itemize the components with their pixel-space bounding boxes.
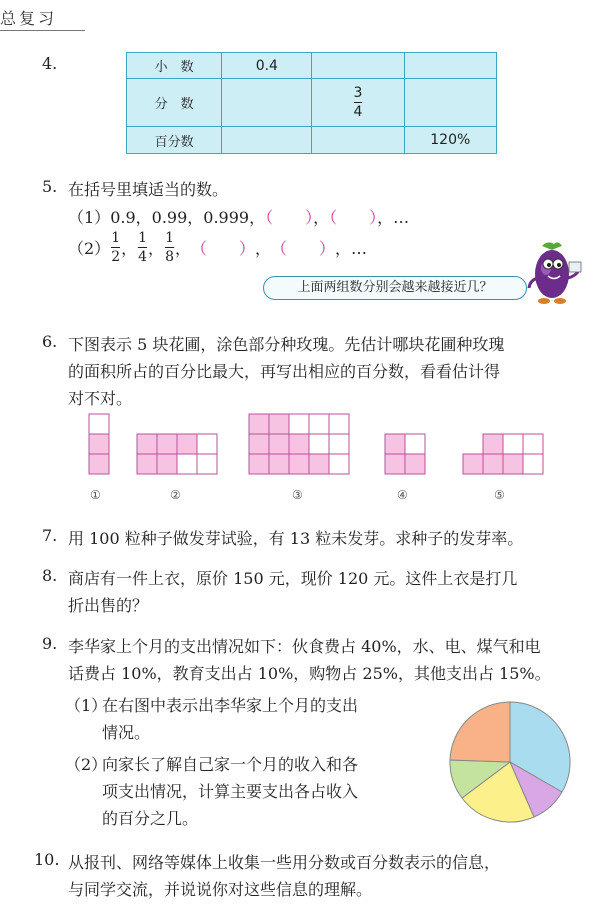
row-label-percent: 百分数 xyxy=(127,127,222,154)
q9-line-2: 话费占 10%，教育支出占 10%，购物占 25%，其他支出占 15%。 xyxy=(68,664,551,683)
numerator: 1 xyxy=(165,230,174,246)
q9-sub1-line-1: 在右图中表示出李华家上个月的支出 xyxy=(102,696,359,715)
q9-number: 9. xyxy=(42,634,58,653)
flower-bed-3 xyxy=(249,414,349,474)
table-row-fraction xyxy=(127,79,497,127)
answer-blank[interactable]: （ ） xyxy=(191,239,256,258)
row-label-fraction: 分 数 xyxy=(127,79,222,127)
fraction xyxy=(111,231,120,264)
table-cell[interactable] xyxy=(404,79,496,127)
fraction-bar xyxy=(111,247,120,248)
number-sequence: 0.9，0.99，0.999， xyxy=(110,208,266,227)
pie-slice-orange xyxy=(450,702,510,762)
table-cell[interactable]: 0.4 xyxy=(222,53,312,79)
bed-caption-3: ③ xyxy=(292,488,303,502)
denominator: 4 xyxy=(138,249,148,265)
eggplant-character-icon xyxy=(524,240,584,308)
answer-blank[interactable]: （ ） xyxy=(271,239,336,258)
bed-caption-2: ② xyxy=(170,488,181,502)
answer-blank[interactable]: （ ） xyxy=(329,208,378,227)
q8-line-2: 折出售的？ xyxy=(68,596,149,615)
fraction-bar xyxy=(165,247,174,248)
q10-line-2: 与同学交流，并说说你对这些信息的理解。 xyxy=(68,880,373,899)
percent-conversion-table xyxy=(126,52,497,154)
bed-caption-5: ⑤ xyxy=(494,488,505,502)
q4-number: 4. xyxy=(42,54,58,73)
flower-bed-2 xyxy=(137,434,217,474)
bed-caption-1: ① xyxy=(90,488,101,502)
fraction-bar xyxy=(138,247,147,248)
bed-caption-4: ④ xyxy=(397,488,408,502)
numerator: 3 xyxy=(353,85,363,101)
flower-bed-5 xyxy=(463,434,543,474)
q9-line-1: 李华家上个月的支出情况如下：伙食费占 40%，水、电、煤气和电 xyxy=(68,637,541,656)
q5-part2: （2） $\frac{1}{2}$ ， $\frac{1}{4}$ ， $\frac{1}{8}$ ， （ ） ， （ ） ，… xyxy=(68,230,368,265)
table-cell[interactable] xyxy=(404,53,496,79)
flower-bed-4 xyxy=(385,434,425,474)
q9-sub2-line-1: 向家长了解自己家一个月的收入和各 xyxy=(102,755,359,774)
q10-number: 10. xyxy=(34,850,60,869)
fraction-three-quarters xyxy=(354,86,363,119)
q9-sub1-line-2: 情况。 xyxy=(102,723,151,742)
denominator: 8 xyxy=(165,249,174,265)
q5-number: 5. xyxy=(42,177,58,196)
table-row-decimal xyxy=(127,53,497,79)
answer-blank[interactable]: （ ） xyxy=(265,208,314,227)
q6-line-1: 下图表示 5 块花圃，涂色部分种玫瑰。先估计哪块花圃种玫瑰 xyxy=(68,335,505,354)
part-label: （1） xyxy=(68,208,111,227)
expense-pie-chart xyxy=(448,700,572,824)
flower-beds-figure xyxy=(85,410,560,480)
table-cell[interactable] xyxy=(222,127,312,154)
numerator: 1 xyxy=(138,230,148,246)
q7-text: 用 100 粒种子做发芽试验，有 13 粒未发芽。求种子的发芽率。 xyxy=(68,529,524,548)
q9-sub2-line-2: 项支出情况，计算主要支出各占收入 xyxy=(102,782,359,801)
q5-part1 xyxy=(68,205,409,228)
denominator: 4 xyxy=(353,104,363,120)
fraction-bar xyxy=(354,102,363,103)
part-label: （2） xyxy=(68,239,111,258)
table-cell[interactable] xyxy=(312,53,404,79)
flower-bed-1 xyxy=(89,414,109,474)
denominator: 2 xyxy=(111,249,121,265)
q6-number: 6. xyxy=(42,332,58,351)
table-row-percent xyxy=(127,127,497,154)
ellipsis: ，… xyxy=(377,208,410,227)
numerator: 1 xyxy=(111,230,121,246)
table-cell[interactable] xyxy=(222,79,312,127)
q6-line-2: 的面积所占的百分比最大，再写出相应的百分数，看看估计得 xyxy=(68,362,501,381)
q10-line-1: 从报刊、网络等媒体上收集一些用分数或百分数表示的信息， xyxy=(68,853,501,872)
q8-number: 8. xyxy=(42,566,58,585)
q7-number: 7. xyxy=(42,526,58,545)
fraction xyxy=(165,231,174,264)
table-cell[interactable] xyxy=(312,127,404,154)
separator: ， xyxy=(255,239,272,258)
fraction xyxy=(138,231,147,264)
separator: ， xyxy=(313,208,330,227)
q8-line-1: 商店有一件上衣，原价 150 元，现价 120 元。这件上衣是打几 xyxy=(68,569,518,588)
q9-sub2-line-3: 的百分之几。 xyxy=(102,809,199,828)
header-divider xyxy=(0,30,85,31)
table-cell[interactable] xyxy=(312,79,404,127)
q6-line-3: 对不对。 xyxy=(68,389,133,408)
q9-sub1-label: （1） xyxy=(65,696,108,715)
ellipsis: ，… xyxy=(335,239,368,258)
hint-speech-bubble: 上面两组数分别会越来越接近几？ xyxy=(263,276,527,300)
q9-sub2-label: （2） xyxy=(65,755,108,774)
q5-text: 在括号里填适当的数。 xyxy=(68,180,229,199)
table-cell[interactable]: 120% xyxy=(404,127,496,154)
page-header: 总复习 xyxy=(0,9,58,28)
row-label-decimal: 小 数 xyxy=(127,53,222,79)
